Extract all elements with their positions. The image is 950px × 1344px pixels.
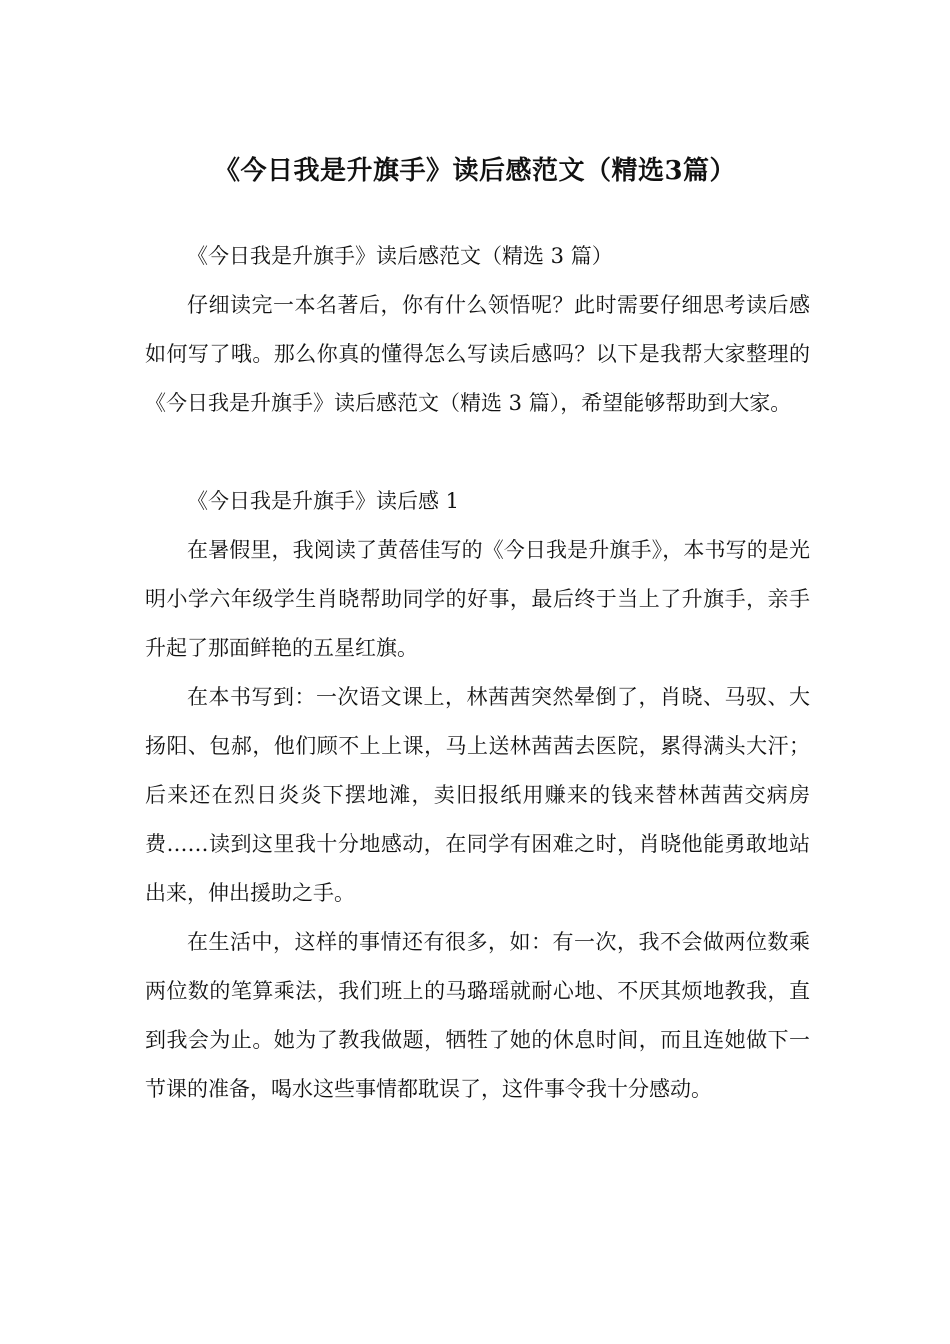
document-title: 《今日我是升旗手》读后感范文（精选3篇） [213, 156, 737, 187]
body-paragraph: 在本书写到：一次语文课上，林茜茜突然晕倒了，肖晓、马驭、大扬阳、包郝，他们顾不上上课，马上送林茜茜去医院，累得满头大汗；后来还在烈日炎炎下摆地滩，卖旧报纸用赚来的钱来替林茜茜交病房费……读到这里我十分地感动，在同学有困难之时，肖晓他能勇敢地站出来，伸出援助之手。 [145, 685, 810, 905]
intro-paragraph: 仔细读完一本名著后，你有什么领悟呢？此时需要仔细思考读后感如何写了哦。那么你真的懂得怎么写读后感吗？以下是我帮大家整理的《今日我是升旗手》读后感范文（精选 3 篇），希望能够帮助到大家。 [145, 293, 810, 415]
body-paragraph: 在生活中，这样的事情还有很多，如：有一次，我不会做两位数乘两位数的笔算乘法，我们班上的马璐瑶就耐心地、不厌其烦地教我，直到我会为止。她为了教我做题，牺牲了她的休息时间，而且连她做下一节课的准备，喝水这些事情都耽误了，这件事令我十分感动。 [145, 930, 810, 1101]
document-body [145, 232, 810, 1114]
section-heading: 《今日我是升旗手》读后感 1 [187, 489, 460, 513]
body-paragraph: 在暑假里，我阅读了黄蓓佳写的《今日我是升旗手》，本书写的是光明小学六年级学生肖晓帮助同学的好事，最后终于当上了升旗手，亲手升起了那面鲜艳的五星红旗。 [145, 538, 810, 660]
document-subtitle: 《今日我是升旗手》读后感范文（精选 3 篇） [187, 244, 613, 268]
